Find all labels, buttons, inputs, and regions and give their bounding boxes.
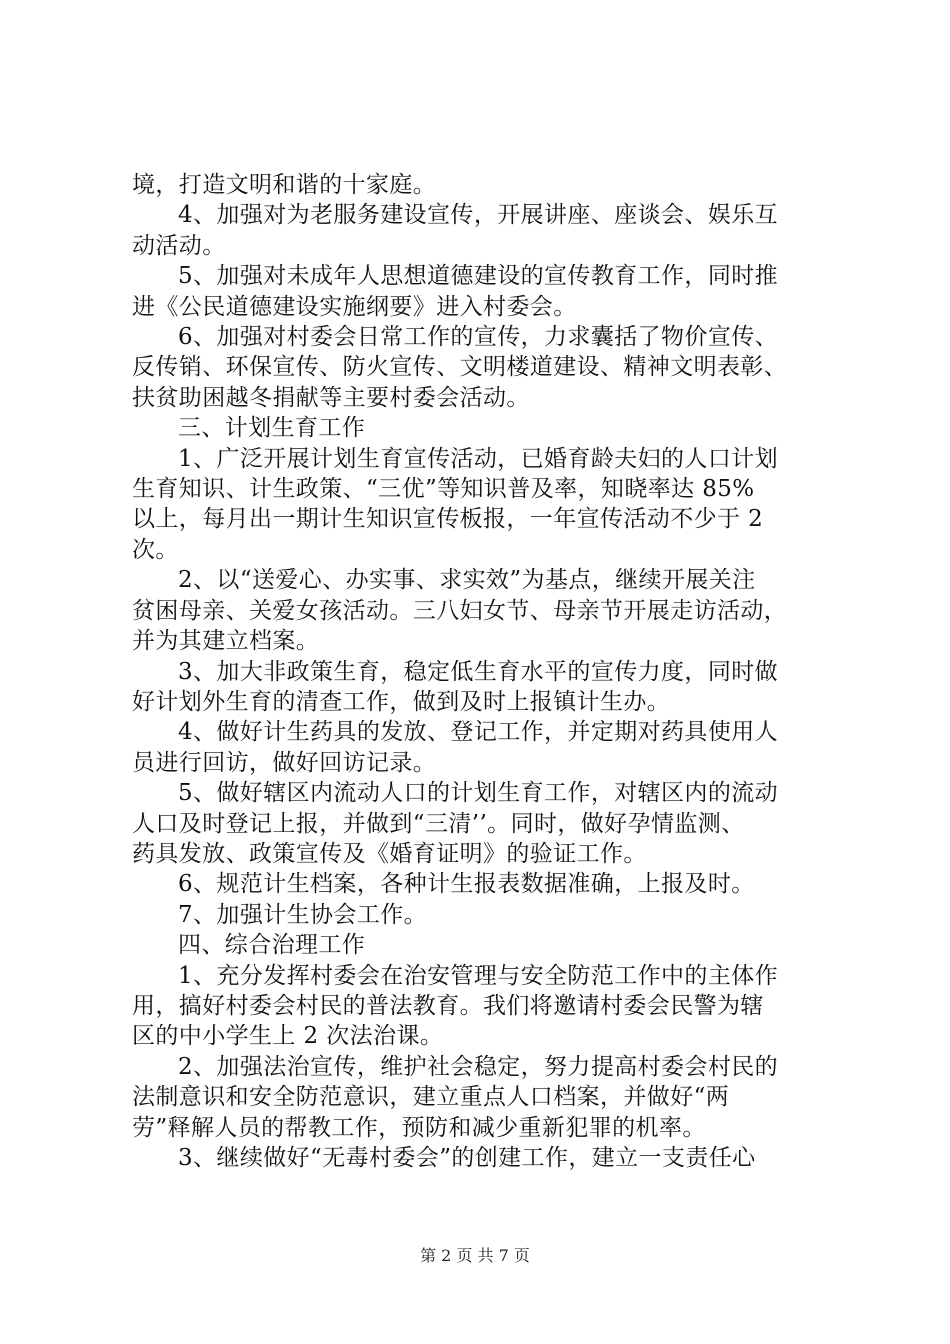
text-line: 进《公民道德建设实施纲要》进入村委会。	[132, 293, 577, 320]
text-line: 2、加强法治宣传，维护社会稳定，努力提高村委会村民的	[178, 1053, 779, 1080]
text-line: 3、继续做好“无毒村委会”的创建工作，建立一支责任心	[178, 1145, 756, 1171]
text-line: 扶贫助困越冬捐献等主要村委会活动。	[132, 384, 530, 411]
text-line: 1、充分发挥村委会在治安管理与安全防范工作中的主体作	[178, 962, 779, 989]
text-line: 5、做好辖区内流动人口的计划生育工作，对辖区内的流动	[178, 780, 779, 807]
text-line: 用，搞好村委会村民的普法教育。我们将邀请村委会民警为辖	[132, 992, 764, 1019]
text-line: 以上，每月出一期计生知识宣传板报，一年宣传活动不少于 2	[132, 506, 764, 533]
text-line: 生育知识、计生政策、“三优”等知识普及率，知晓率达 85%	[132, 476, 755, 503]
text-line: 动活动。	[132, 232, 226, 259]
text-line: 6、规范计生档案，各种计生报表数据准确，上报及时。	[178, 871, 755, 898]
text-line: 4、做好计生药具的发放、登记工作，并定期对药具使用人	[178, 719, 779, 746]
text-line: 6、加强对村委会日常工作的宣传，力求囊括了物价宣传、	[178, 324, 779, 351]
page-number-label: 第 2 页 共 7 页	[420, 1246, 530, 1265]
text-line: 区的中小学生上 2 次法治课。	[132, 1023, 444, 1050]
text-line: 1、广泛开展计划生育宣传活动，已婚育龄夫妇的人口计划	[178, 445, 779, 472]
text-line: 劳”释解人员的帮教工作，预防和减少重新犯罪的机率。	[132, 1114, 706, 1141]
text-line: 贫困母亲、关爱女孩活动。三八妇女节、母亲节开展走访活动，	[132, 597, 788, 624]
text-line: 好计划外生育的清查工作，做到及时上报镇计生办。	[132, 688, 671, 715]
text-line: 反传销、环保宣传、防火宣传、文明楼道建设、精神文明表彰、	[132, 354, 788, 381]
section-heading: 三、计划生育工作	[178, 415, 366, 442]
text-line: 并为其建立档案。	[132, 628, 320, 655]
text-line: 员进行回访，做好回访记录。	[132, 749, 437, 776]
text-line: 人口及时登记上报，并做到“三清’’。同时，做好孕情监测、	[132, 810, 745, 837]
text-line: 4、加强对为老服务建设宣传，开展讲座、座谈会、娱乐互	[178, 202, 779, 229]
text-line: 境，打造文明和谐的十家庭。	[132, 172, 437, 198]
text-line: 2、以“送爱心、办实事、求实效”为基点，继续开展关注	[178, 567, 756, 594]
text-line: 7、加强计生协会工作。	[178, 901, 428, 928]
page-footer	[0, 1243, 950, 1266]
document-body	[132, 170, 852, 1173]
text-line: 3、加大非政策生育，稳定低生育水平的宣传力度，同时做	[178, 658, 779, 685]
text-line: 法制意识和安全防范意识，建立重点人口档案，并做好“两	[132, 1084, 730, 1111]
text-line: 次。	[132, 536, 179, 563]
text-line: 5、加强对未成年人思想道德建设的宣传教育工作，同时推	[178, 263, 779, 290]
section-heading: 四、综合治理工作	[178, 932, 366, 959]
text-line: 药具发放、政策宣传及《婚育证明》的验证工作。	[132, 840, 647, 867]
